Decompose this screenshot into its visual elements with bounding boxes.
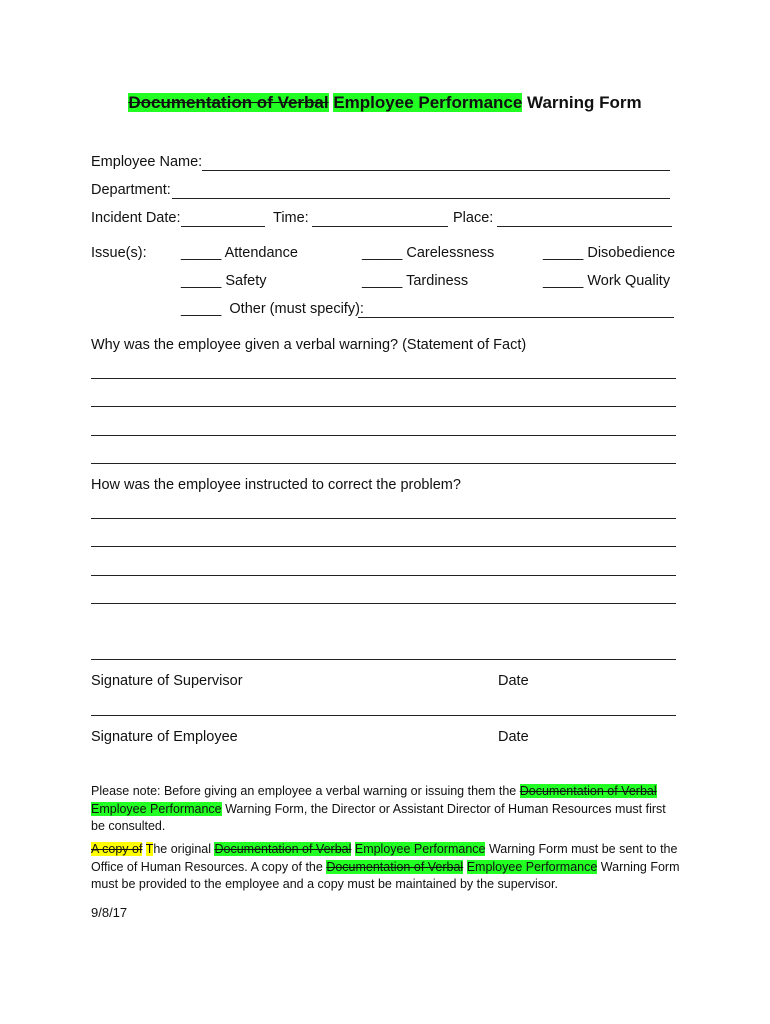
title-highlighted-text: Employee Performance	[333, 93, 523, 112]
employee-date-label: Date	[498, 729, 529, 745]
why-answer-line[interactable]	[91, 406, 676, 407]
note2-struck-1: Documentation of Verbal	[214, 842, 352, 856]
issue-option-label: Carelessness	[406, 245, 495, 261]
place-field[interactable]	[497, 226, 672, 227]
note1-text-b: Warning Form, the Director or Assistant Director of Human Resources must first be consulted.	[91, 801, 666, 833]
time-field[interactable]	[312, 226, 448, 227]
issue-option-label: Safety	[225, 273, 267, 289]
note2-text-c: Warning Form must be provided to the employee and a copy must be maintained by the supervisor.	[91, 859, 680, 891]
issue-option[interactable]	[543, 273, 670, 289]
note2-t-letter: T	[145, 842, 154, 856]
title-rest-text: Warning Form	[527, 93, 642, 112]
department-label: Department:	[91, 182, 171, 198]
how-answer-line[interactable]	[91, 546, 676, 547]
question-how: How was the employee instructed to correct the problem?	[91, 477, 461, 493]
issue-option-label: Work Quality	[587, 273, 671, 289]
time-label: Time:	[273, 210, 309, 226]
employee-signature-label: Signature of Employee	[91, 729, 238, 745]
incident-date-field[interactable]	[181, 226, 265, 227]
how-answer-line[interactable]	[91, 518, 676, 519]
issues-label: Issue(s):	[91, 245, 147, 261]
employee-signature-line[interactable]	[91, 715, 676, 716]
issue-blank[interactable]: _____	[543, 273, 584, 289]
employee-name-field[interactable]	[202, 170, 670, 171]
note2-struck-2: Documentation of Verbal	[326, 859, 464, 874]
issue-blank[interactable]: _____	[362, 273, 403, 289]
place-label: Place:	[453, 210, 494, 226]
department-field[interactable]	[172, 198, 670, 199]
question-why: Why was the employee given a verbal warning? (Statement of Fact)	[91, 337, 527, 353]
note1-text-a: Please note: Before giving an employee a verbal warning or issuing them the	[91, 784, 520, 798]
issue-option-label: Disobedience	[587, 245, 676, 261]
title-struck-text: Documentation of Verbal	[128, 93, 329, 112]
why-answer-line[interactable]	[91, 463, 676, 464]
issue-blank[interactable]: _____	[181, 245, 222, 261]
why-answer-line[interactable]	[91, 435, 676, 436]
supervisor-signature-line[interactable]	[91, 659, 676, 660]
note2-text-b: Warning Form must be sent to the Office of Human Resources. A copy of the	[91, 842, 678, 874]
issue-option-label: Tardiness	[406, 273, 469, 289]
issue-other-label: Other (must specify):	[229, 301, 364, 317]
issue-option[interactable]	[543, 245, 675, 261]
how-answer-line[interactable]	[91, 575, 676, 576]
incident-date-label: Incident Date:	[91, 210, 181, 226]
note1-highlighted: Employee Performance	[91, 801, 222, 816]
issue-option-label: Attendance	[224, 245, 298, 261]
note-copies	[91, 841, 681, 894]
employee-name-label: Employee Name:	[91, 154, 203, 170]
other-specify-field[interactable]	[358, 317, 674, 318]
issue-option[interactable]	[362, 273, 468, 289]
issue-other-option[interactable]	[181, 301, 364, 317]
how-answer-line[interactable]	[91, 603, 676, 604]
issue-blank[interactable]: _____	[181, 301, 222, 317]
issue-option[interactable]	[181, 245, 298, 261]
issue-blank[interactable]: _____	[362, 245, 403, 261]
note1-struck: Documentation of Verbal	[519, 784, 657, 798]
supervisor-date-label: Date	[498, 673, 529, 689]
issue-option[interactable]	[181, 273, 266, 289]
form-title	[0, 93, 770, 113]
note2-text-a: he original	[153, 842, 215, 856]
note-consult	[91, 783, 681, 836]
note2-highlighted-2: Employee Performance	[466, 859, 598, 874]
revision-date: 9/8/17	[91, 905, 128, 920]
issue-option[interactable]	[362, 245, 494, 261]
issue-blank[interactable]: _____	[181, 273, 222, 289]
note2-struck-yellow: A copy of	[91, 842, 143, 856]
why-answer-line[interactable]	[91, 378, 676, 379]
note2-highlighted-1: Employee Performance	[354, 842, 486, 856]
supervisor-signature-label: Signature of Supervisor	[91, 673, 243, 689]
issue-blank[interactable]: _____	[543, 245, 584, 261]
